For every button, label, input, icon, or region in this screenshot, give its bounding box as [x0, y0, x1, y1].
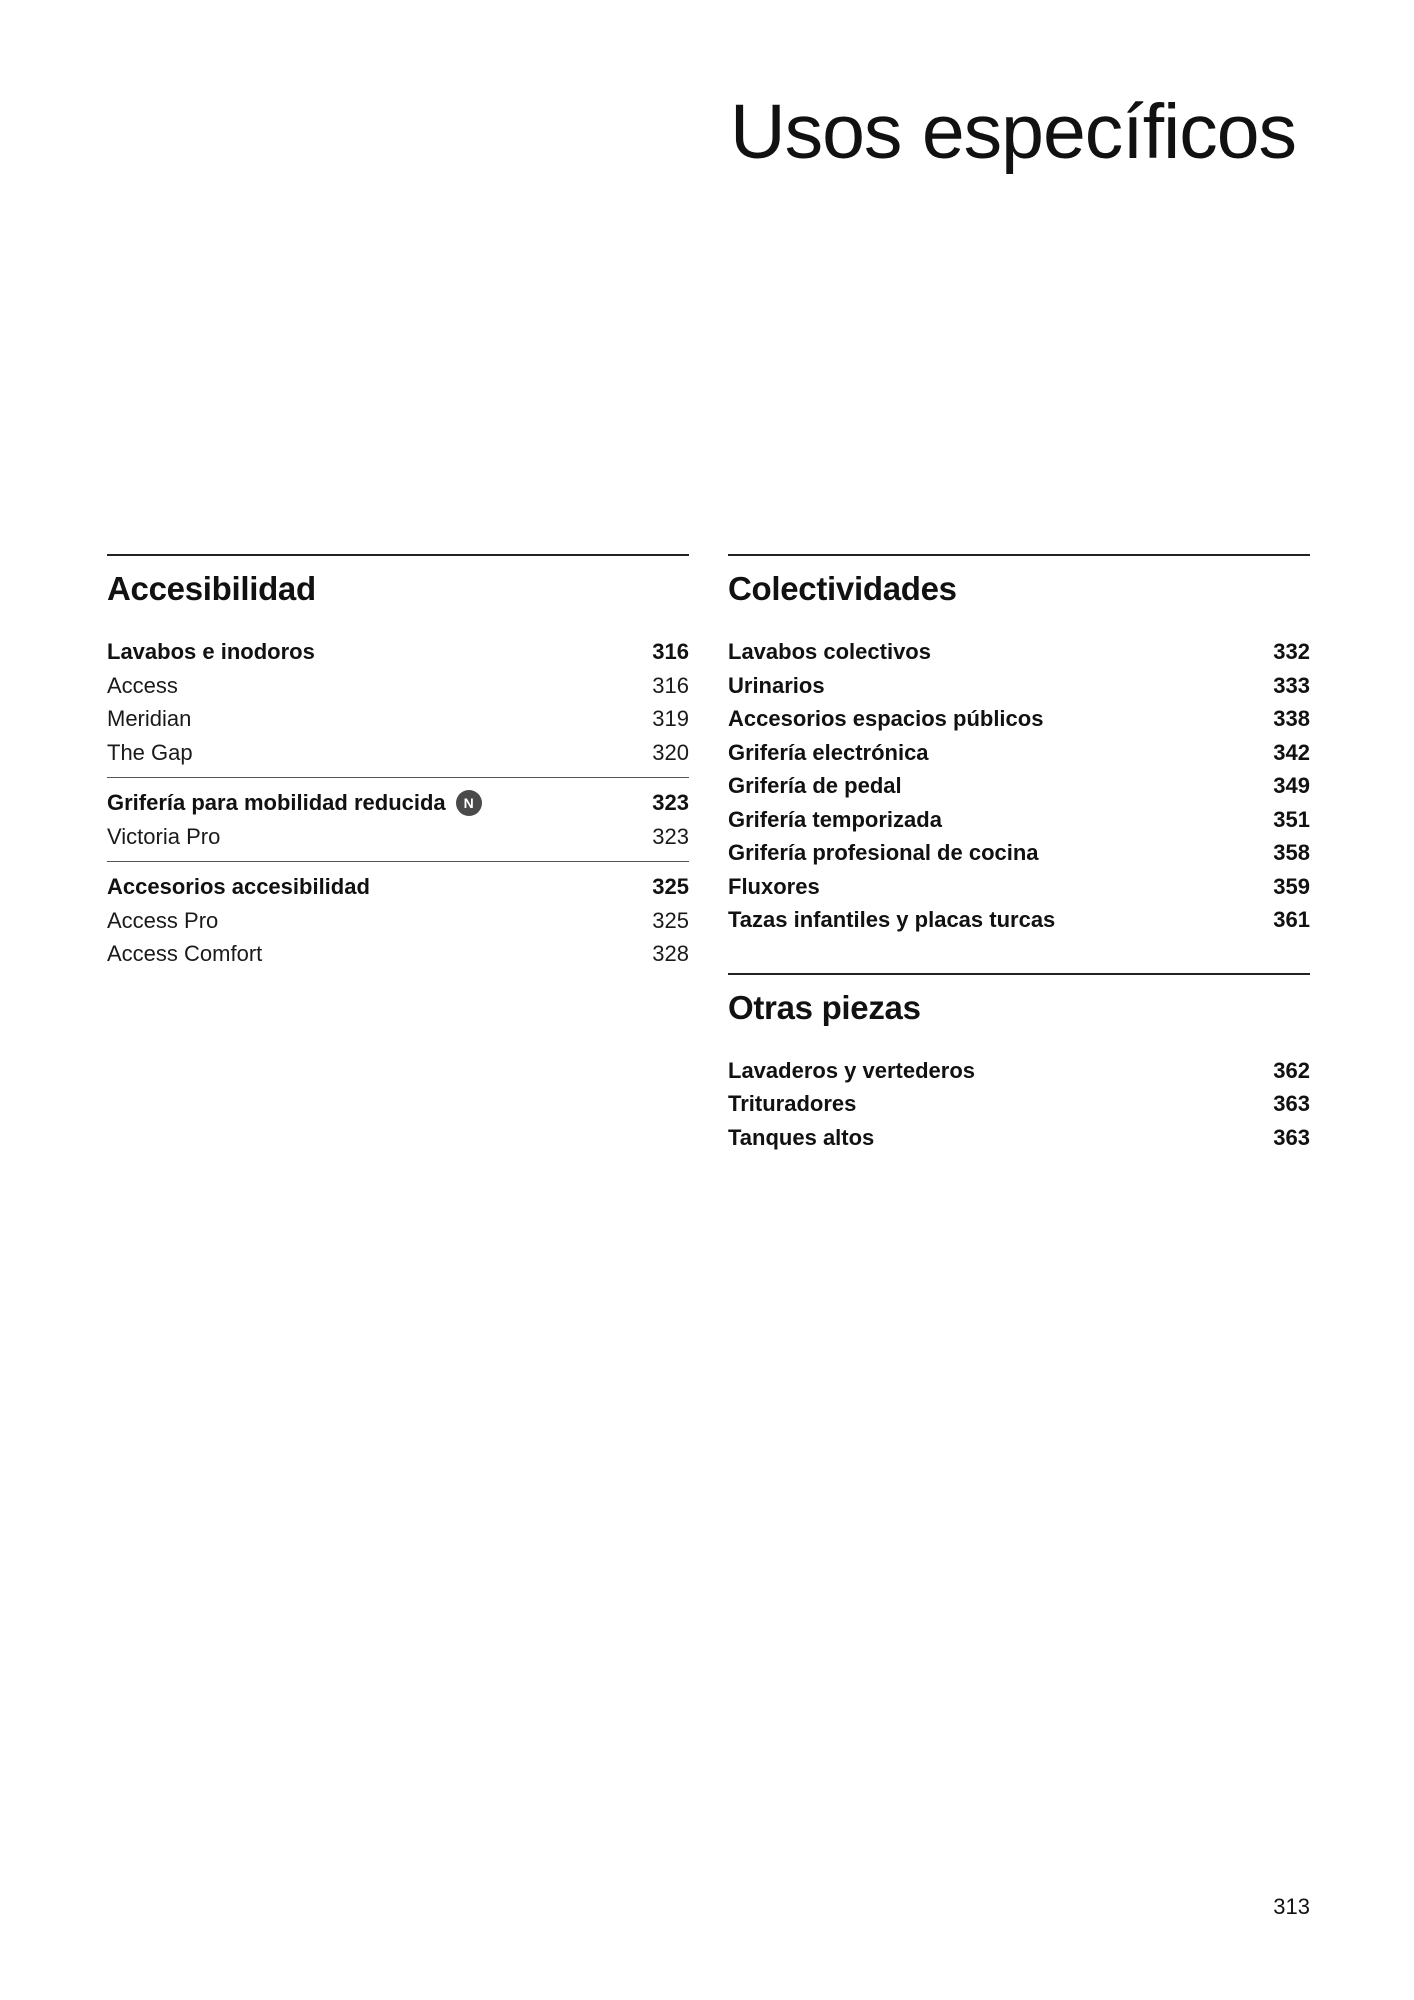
toc-entry-label: Lavabos colectivos — [728, 639, 931, 664]
toc-entry-label: Grifería electrónica — [728, 739, 929, 765]
left-column — [107, 554, 689, 971]
toc-entry-page: 333 — [1273, 672, 1310, 698]
toc-entry-label: Fluxores — [728, 873, 820, 899]
section-title: Accesibilidad — [107, 570, 316, 607]
toc-entry-page: 342 — [1273, 739, 1310, 765]
toc-entry-page: 362 — [1273, 1057, 1310, 1083]
toc-subentry-page: 328 — [652, 941, 689, 966]
toc-entry[interactable] — [728, 769, 1310, 803]
toc-entry-page: 332 — [1273, 639, 1310, 664]
toc-entry-page: 363 — [1273, 1091, 1310, 1116]
toc-entry-label: Lavaderos y vertederos — [728, 1057, 976, 1083]
toc-entry[interactable] — [728, 1054, 1310, 1088]
toc-entry-page: 351 — [1273, 806, 1310, 832]
toc-entry-label: Trituradores — [728, 1091, 857, 1116]
toc-subentry[interactable] — [107, 820, 689, 854]
toc-entry-label-wrap — [107, 786, 482, 820]
toc-entry-label: Tazas infantiles y placas turcas — [728, 907, 1056, 932]
toc-entry[interactable] — [728, 702, 1310, 736]
toc-entry-label: Accesorios accesibilidad — [107, 874, 370, 899]
toc-subentry-label: Access — [107, 672, 178, 698]
section-colectividades — [728, 554, 1310, 937]
toc-entry-page: 363 — [1273, 1124, 1310, 1150]
entries — [728, 635, 1310, 937]
toc-entry-label: Grifería de pedal — [728, 773, 902, 798]
toc-entry[interactable] — [728, 1121, 1310, 1155]
toc-entry[interactable] — [728, 1087, 1310, 1121]
groups — [107, 635, 689, 971]
toc-group — [107, 777, 689, 853]
toc-entry[interactable] — [107, 635, 689, 669]
new-badge-icon: N — [456, 790, 482, 816]
toc-subentry-page: 323 — [652, 823, 689, 849]
toc-entry-label: Tanques altos — [728, 1124, 875, 1150]
toc-entry-label: Accesorios espacios públicos — [728, 706, 1044, 731]
toc-group — [107, 861, 689, 971]
entries — [728, 1054, 1310, 1155]
toc-subentry-page: 316 — [652, 672, 689, 698]
toc-entry[interactable] — [107, 870, 689, 904]
toc-entry-page: 358 — [1273, 840, 1310, 865]
toc-subentry[interactable] — [107, 669, 689, 703]
toc-subentry[interactable] — [107, 904, 689, 938]
toc-entry-page: 325 — [652, 874, 689, 899]
section-title: Otras piezas — [728, 988, 921, 1026]
toc-entry[interactable] — [728, 803, 1310, 837]
toc-subentry-page: 319 — [652, 706, 689, 731]
section-accesibilidad — [107, 554, 689, 971]
right-column — [728, 554, 1310, 1154]
toc-entry[interactable] — [728, 736, 1310, 770]
toc-entry-label: Urinarios — [728, 672, 825, 698]
section-title: Colectividades — [728, 570, 957, 607]
toc-entry[interactable] — [107, 786, 689, 820]
toc-entry[interactable] — [728, 635, 1310, 669]
toc-subentry[interactable] — [107, 937, 689, 971]
toc-subentry-label: Victoria Pro — [107, 823, 221, 849]
toc-entry-label: Grifería profesional de cocina — [728, 840, 1039, 865]
toc-entry-label: Lavabos e inodoros — [107, 639, 315, 664]
toc-subentry[interactable] — [107, 702, 689, 736]
toc-entry-page: 316 — [652, 639, 689, 664]
toc-entry-label: Grifería temporizada — [728, 806, 942, 832]
toc-entry-page: 323 — [652, 790, 689, 815]
toc-subentry-label: Meridian — [107, 706, 192, 731]
toc-group — [107, 635, 689, 769]
toc-entry-page: 349 — [1273, 773, 1310, 798]
toc-entry-page: 359 — [1273, 873, 1310, 899]
toc-subentry-page: 325 — [652, 907, 689, 933]
toc-entry[interactable] — [728, 870, 1310, 904]
toc-entry-label: Grifería para mobilidad reducida — [107, 790, 446, 815]
toc-subentry-label: The Gap — [107, 739, 193, 765]
section-otras-piezas — [728, 973, 1310, 1155]
toc-subentry-page: 320 — [652, 739, 689, 765]
toc-subentry-label: Access Comfort — [107, 941, 263, 966]
page-number: 313 — [1273, 1894, 1310, 1919]
toc-entry[interactable] — [728, 903, 1310, 937]
toc-entry[interactable] — [728, 836, 1310, 870]
toc-entry-page: 361 — [1273, 907, 1310, 932]
toc-entry-page: 338 — [1273, 706, 1310, 731]
toc-entry[interactable] — [728, 669, 1310, 703]
toc-subentry[interactable] — [107, 736, 689, 770]
page-title: Usos específicos — [730, 89, 1297, 175]
toc-subentry-label: Access Pro — [107, 907, 219, 933]
